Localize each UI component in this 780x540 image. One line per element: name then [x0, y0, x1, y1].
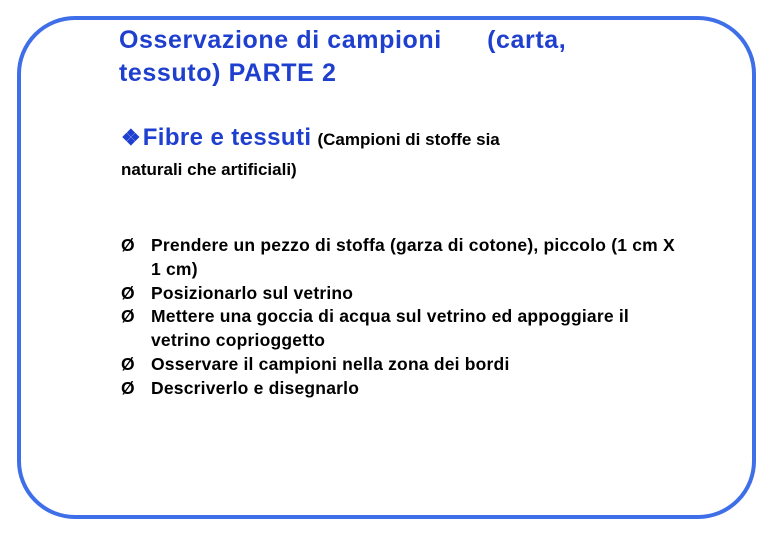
step-text: Osservare il campioni nella zona dei bordi — [151, 353, 510, 374]
arrow-bullet-icon: Ø — [121, 353, 135, 374]
step-text: Descriverlo e disegnarlo — [151, 377, 360, 398]
list-item — [121, 234, 681, 282]
step-text: Mettere una goccia di acqua sul vetrino ed appoggiare il vetrino coprioggetto — [151, 306, 629, 351]
section-heading — [121, 124, 701, 180]
heading-main: Fibre e tessuti — [142, 124, 312, 151]
title-line-1: Osservazione di campioni (carta, — [119, 26, 567, 54]
diamond-bullet-icon: ❖ — [121, 125, 141, 150]
arrow-bullet-icon: Ø — [121, 282, 135, 303]
step-text: Posizionarlo sul vetrino — [151, 282, 354, 303]
title-line-2: tessuto) PARTE 2 — [119, 59, 337, 87]
list-item — [121, 353, 681, 377]
steps-list — [121, 234, 681, 401]
list-item — [121, 377, 681, 401]
step-text: Prendere un pezzo di stoffa (garza di cotone), piccolo (1 cm X 1 cm) — [151, 235, 675, 279]
heading-sub: (Campioni di stoffe sia — [317, 130, 500, 149]
arrow-bullet-icon: Ø — [121, 377, 135, 398]
list-item — [121, 305, 681, 353]
arrow-bullet-icon: Ø — [121, 306, 135, 327]
list-item — [121, 282, 681, 306]
heading-continuation: naturali che artificiali) — [121, 160, 297, 179]
slide-title — [119, 24, 659, 90]
arrow-bullet-icon: Ø — [121, 235, 135, 255]
